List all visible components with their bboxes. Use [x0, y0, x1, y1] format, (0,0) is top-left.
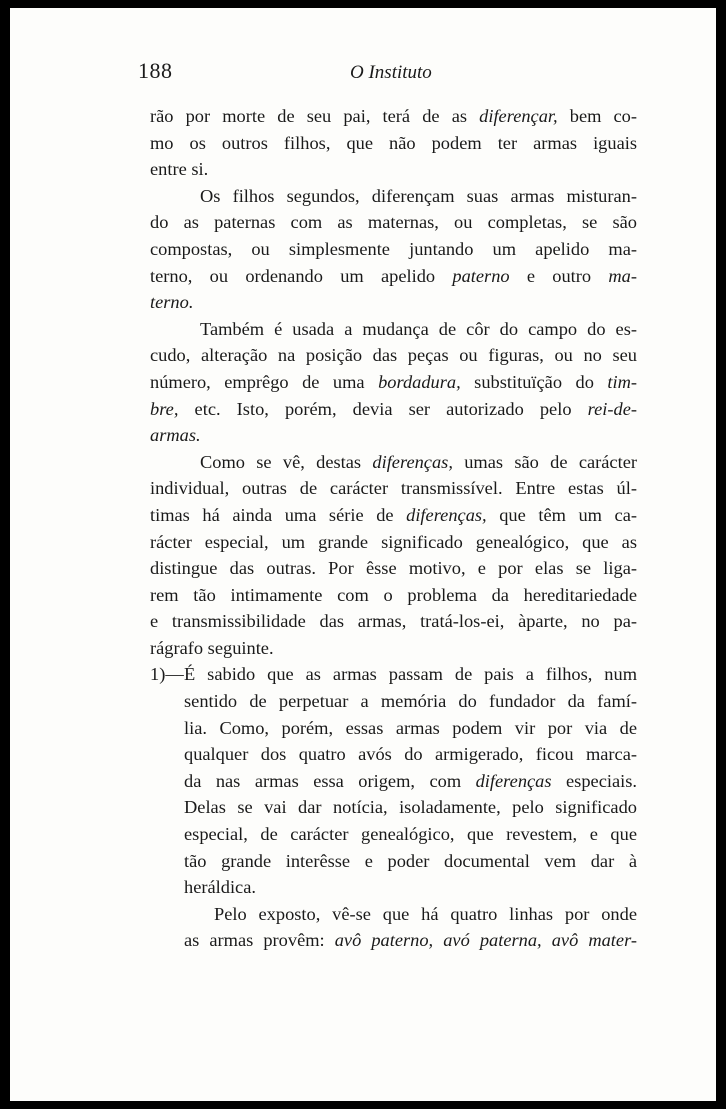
paragraph-second-sons [150, 183, 637, 316]
book-page [10, 8, 716, 1101]
body-text [150, 103, 637, 954]
text-line: do as paternas com as maternas, ou completas, se são [150, 212, 637, 233]
text-line: individual, outras de carácter transmissível. Entre estas úl- [150, 478, 637, 499]
text-line: Os filhos segundos, diferençam suas armas misturan- [200, 185, 637, 206]
text-line: É sabido que as armas passam de pais a filhos, num [184, 664, 637, 685]
item-number: 1)— [150, 664, 184, 685]
text-line: número, emprêgo de uma bordadura, substituïção do tim- [150, 371, 638, 392]
text-line: especial, de carácter genealógico, que revestem, e que [184, 824, 637, 845]
text-line: distingue das outras. Por êsse motivo, e por elas se liga- [150, 558, 637, 579]
text-line: rágrafo seguinte. [150, 637, 274, 658]
paragraph-colour-change [150, 316, 637, 449]
text-line: as armas provêm: avô paterno, avó paterna, avô mater- [184, 930, 637, 951]
text-line: terno. [150, 292, 194, 313]
text-line: e transmissibilidade das armas, tratá-los-ei, àparte, no pa- [150, 611, 637, 632]
numbered-item-1 [150, 661, 637, 900]
page-header [10, 52, 716, 92]
text-line: rácter especial, um grande significado genealógico, que as [150, 531, 637, 552]
text-line: Pelo exposto, vê-se que há quatro linhas por onde [214, 903, 637, 924]
page-number: 188 [138, 58, 173, 83]
text-line: heráldica. [184, 877, 256, 898]
text-line: da nas armas essa origem, com diferenças especiais. [184, 770, 637, 791]
text-line: armas. [150, 425, 201, 446]
paragraph-continuation [150, 103, 637, 183]
text-line: Delas se vai dar notícia, isoladamente, pelo significado [184, 797, 637, 818]
running-title: O Instituto [350, 62, 432, 83]
text-line: terno, ou ordenando um apelido paterno e outro ma- [150, 265, 637, 286]
text-line: Como se vê, destas diferenças, umas são de carácter [200, 451, 637, 472]
text-line: timas há ainda uma série de diferenças, que têm um ca- [150, 504, 637, 525]
paragraph-differences [150, 449, 637, 662]
text-line: rão por morte de seu pai, terá de as diferençar, bem co- [150, 106, 638, 126]
text-line: compostas, ou simplesmente juntando um apelido ma- [150, 238, 637, 259]
text-line: sentido de perpetuar a memória do fundador da famí- [184, 691, 637, 712]
text-line: mo os outros filhos, que não podem ter armas iguais [150, 132, 637, 153]
text-line: rem tão intimamente com o problema da hereditariedade [150, 584, 637, 605]
text-line: entre si. [150, 159, 209, 180]
text-line: lia. Como, porém, essas armas podem vir por via de [184, 717, 637, 738]
text-line: qualquer dos quatro avós do armigerado, ficou marca- [184, 744, 637, 765]
text-line: cudo, alteração na posição das peças ou figuras, ou no seu [150, 345, 637, 366]
text-line: Também é usada a mudança de côr do campo do es- [200, 318, 637, 339]
text-line: tão grande interêsse e poder documental vem dar à [184, 850, 637, 871]
paragraph-four-lines [150, 901, 637, 954]
text-line: bre, etc. Isto, porém, devia ser autorizado pelo rei-de- [150, 398, 637, 419]
